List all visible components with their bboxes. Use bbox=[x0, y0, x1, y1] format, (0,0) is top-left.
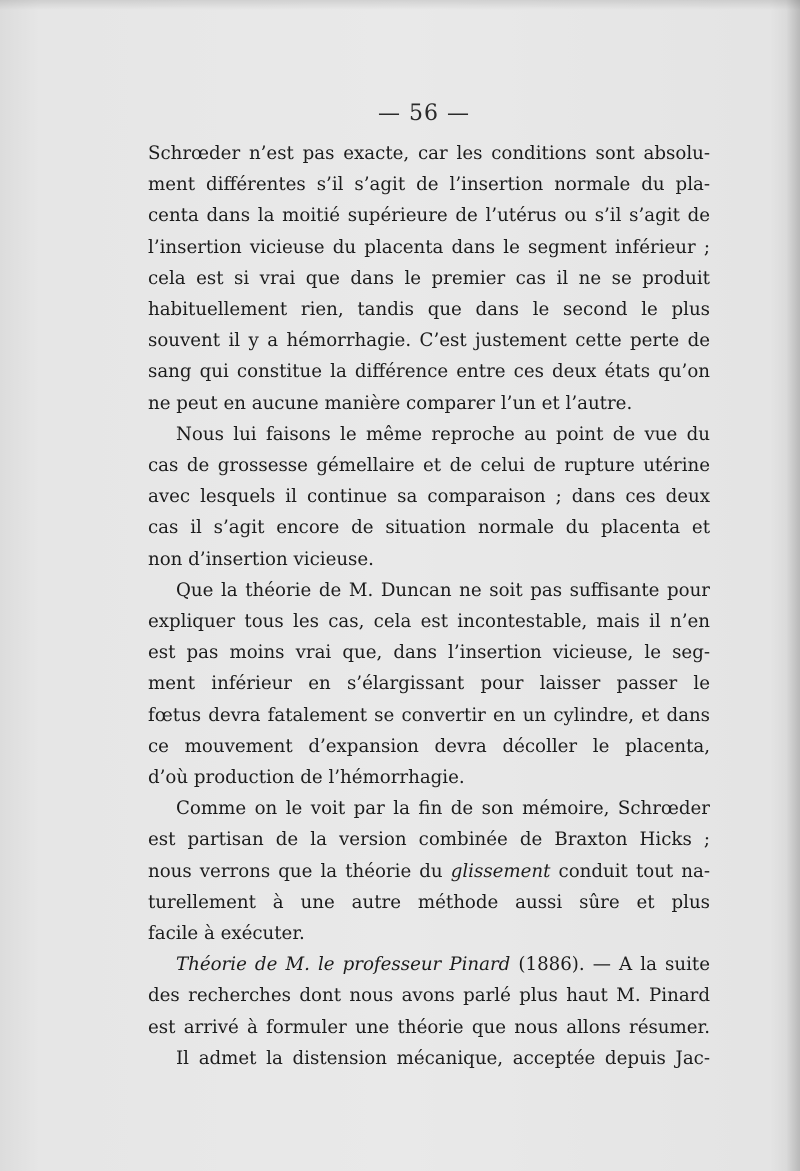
text-line bbox=[148, 856, 710, 887]
text-line: cas de grossesse gémellaire et de celui de rupture utérine bbox=[148, 455, 710, 477]
text-line: l’insertion vicieuse du placenta dans le segment inférieur ; bbox=[148, 236, 710, 258]
text-line: des recherches dont nous avons parlé plus haut M. Pinard bbox=[148, 985, 710, 1007]
text-line: centa dans la moitié supérieure de l’utérus ou s’il s’agit de bbox=[148, 205, 710, 227]
text-line: habituellement rien, tandis que dans le second le plus bbox=[148, 299, 710, 321]
body-text bbox=[148, 138, 710, 1074]
text-line: Nous lui faisons le même reproche au point de vue du bbox=[176, 423, 710, 445]
text-line: est arrivé à formuler une théorie que nous allons résumer. bbox=[148, 1016, 710, 1038]
text-line: souvent il y a hémorrhagie. C’est justement cette perte de bbox=[148, 330, 710, 352]
text-line: fœtus devra fatalement se convertir en un cylindre, et dans bbox=[148, 704, 710, 726]
text-line: sang qui constitue la différence entre ces deux états qu’on bbox=[148, 361, 710, 383]
text-line: ment différentes s’il s’agit de l’insertion normale du pla- bbox=[148, 174, 710, 196]
italic-run: glissement bbox=[450, 860, 551, 882]
text-line: turellement à une autre méthode aussi sûre et plus bbox=[148, 891, 710, 913]
text-line: Que la théorie de M. Duncan ne soit pas suffisante pour bbox=[176, 579, 710, 601]
text-line: ment inférieur en s’élargissant pour laisser passer le bbox=[148, 673, 710, 695]
text-line bbox=[148, 949, 710, 980]
text-line: cela est si vrai que dans le premier cas il ne se produit bbox=[148, 267, 710, 289]
text-line: Schrœder n’est pas exacte, car les conditions sont absolu- bbox=[148, 143, 710, 164]
text-line: est partisan de la version combinée de Braxton Hicks ; bbox=[148, 829, 710, 851]
text-run: conduit tout na- bbox=[550, 860, 710, 882]
text-line: d’où production de l’hémorrhagie. bbox=[148, 767, 465, 789]
text-line: facile à exécuter. bbox=[148, 923, 305, 945]
section-heading-italic: Théorie de M. le professeur Pinard bbox=[176, 954, 511, 976]
text-line: est pas moins vrai que, dans l’insertion vicieuse, le seg- bbox=[148, 642, 710, 664]
text-line: ce mouvement d’expansion devra décoller le placenta, bbox=[148, 735, 710, 757]
page-number: — 56 — bbox=[378, 101, 470, 126]
text-line: avec lesquels il continue sa comparaison ; dans ces deux bbox=[148, 486, 710, 508]
page-top-shadow bbox=[0, 0, 800, 10]
text-line: Comme on le voit par la fin de son mémoire, Schrœder bbox=[176, 798, 710, 820]
page-right-shadow bbox=[786, 0, 800, 1171]
text-run: (1886). — A la suite bbox=[510, 954, 710, 976]
text-line: cas il s’agit encore de situation normale du placenta et bbox=[148, 517, 710, 539]
text-line: ne peut en aucune manière comparer l’un et l’autre. bbox=[148, 392, 633, 414]
text-run: nous verrons que la théorie du bbox=[148, 860, 451, 882]
text-line: expliquer tous les cas, cela est incontestable, mais il n’en bbox=[148, 611, 710, 633]
text-line: non d’insertion vicieuse. bbox=[148, 548, 374, 570]
text-line: Il admet la distension mécanique, acceptée depuis Jac- bbox=[176, 1047, 710, 1069]
